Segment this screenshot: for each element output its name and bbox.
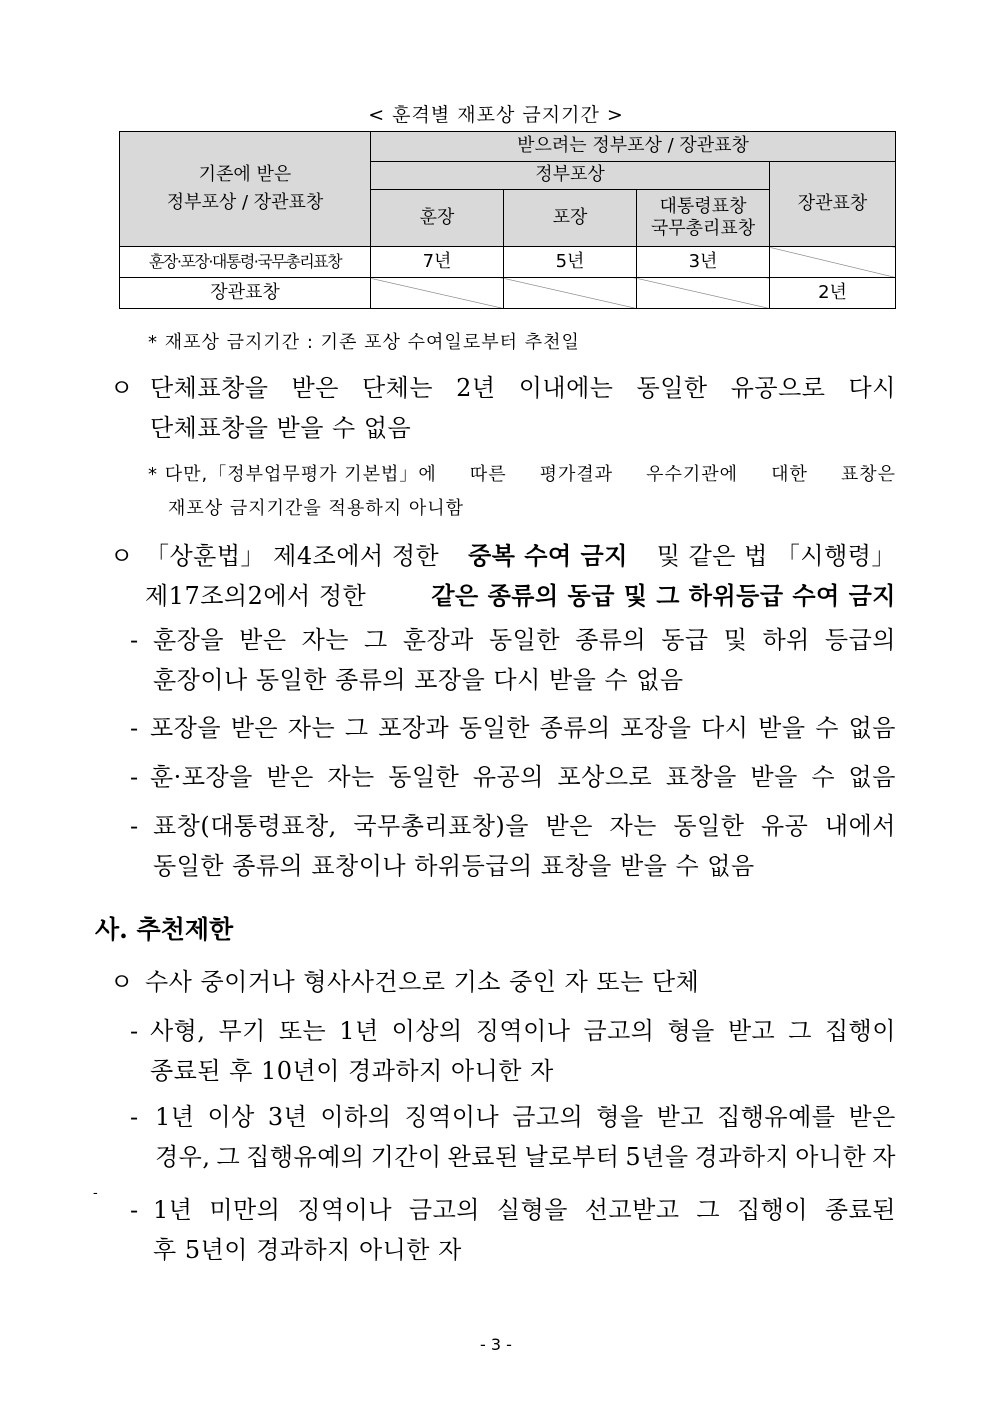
row2-minister-value: 2년	[770, 278, 896, 309]
bullet-circle: ㅇ	[110, 968, 134, 996]
paragraph-line: 단체표창을 받을 수 없음	[150, 414, 412, 442]
word: 수	[811, 763, 835, 791]
word: 금고의	[408, 1196, 480, 1224]
word: 자는	[609, 812, 657, 840]
header-existing-line2: 정부포상 / 장관표창	[166, 192, 324, 213]
header-president-line2: 국무총리표창	[650, 218, 756, 239]
word: 징역이나	[404, 1103, 500, 1131]
row2-label: 장관표창	[120, 278, 371, 309]
row1-hunjang-value: 7년	[371, 247, 504, 278]
word: 유공으로	[730, 374, 826, 402]
word: 다시	[848, 374, 896, 402]
word: 훈장과	[402, 626, 474, 654]
word: 동일한	[458, 714, 530, 742]
note-line	[148, 458, 896, 492]
dash-marker: -	[130, 1196, 139, 1224]
word: 포장을	[150, 714, 222, 742]
word: 이상의	[391, 1017, 463, 1045]
exception-note	[148, 458, 896, 526]
paragraph-line: 훈장이나 동일한 종류의 포장을 다시 받을 수 없음	[153, 666, 684, 694]
word: 받은	[545, 812, 593, 840]
word: 수	[815, 714, 839, 742]
word: 받을	[758, 714, 806, 742]
word: 포장을	[620, 714, 692, 742]
word: 그	[696, 1196, 721, 1224]
word: 받고	[727, 1017, 776, 1045]
word: 경과하지	[694, 1143, 790, 1171]
section-heading: 사. 추천제한	[95, 915, 234, 944]
word: 실형을	[496, 1196, 568, 1224]
row1-label: 훈장·포장·대통령·국무총리표창	[120, 247, 371, 278]
dash-marker: -	[130, 1017, 139, 1045]
word: 표창을	[665, 763, 737, 791]
bullet-circle: ㅇ	[110, 542, 134, 570]
header-president-line1: 대통령표창	[659, 195, 747, 217]
word: 자는	[287, 714, 336, 742]
word: 단체표창을	[150, 374, 269, 402]
word: 날로부터	[524, 1143, 620, 1171]
paragraph-line	[153, 806, 896, 846]
word: 훈·포장을	[150, 763, 253, 791]
bullet-circle: ㅇ	[110, 374, 134, 402]
word: 유공의	[472, 763, 544, 791]
paragraph-line	[155, 1137, 896, 1177]
word: 아니한	[795, 1143, 867, 1171]
header-receive: 받으려는 정부포상 / 장관표창	[371, 132, 896, 162]
ban-period-note: * 재포상 금지기간 : 기존 포상 수여일로부터 추천일	[148, 332, 580, 353]
word: 무기	[218, 1017, 266, 1045]
word: 선고받고	[584, 1196, 680, 1224]
word: 유공	[760, 812, 809, 840]
dash-item	[153, 1190, 896, 1270]
dash-item	[150, 708, 896, 748]
restriction-paragraph	[145, 962, 896, 1002]
word: 금고의	[512, 1103, 584, 1131]
row1-pojang-value: 5년	[504, 247, 637, 278]
dash-item	[153, 620, 896, 700]
word: 포상으로	[557, 763, 653, 791]
paragraph-line: 동일한 종류의 표창이나 하위등급의 표창을 받을 수 없음	[153, 852, 755, 880]
page-number: - 3 -	[480, 1335, 512, 1354]
header-pojang: 포장	[504, 190, 637, 247]
header-gov: 정부포상	[371, 162, 770, 190]
word: 집행이	[736, 1196, 809, 1224]
paragraph-line	[145, 536, 896, 576]
header-existing-line1: 기존에 받은	[198, 163, 292, 185]
word: 1년	[155, 1103, 195, 1131]
word: 이내에는	[518, 374, 614, 402]
word: 및	[723, 626, 748, 654]
paragraph-line	[155, 1097, 896, 1137]
row1-president-value: 3년	[637, 247, 770, 278]
word: 표창은	[840, 464, 896, 485]
dash-item	[153, 806, 896, 886]
word: 미만의	[209, 1196, 281, 1224]
header-president	[637, 190, 770, 247]
word: 이하의	[320, 1103, 392, 1131]
word: 다시	[701, 714, 749, 742]
word: 종류의	[575, 626, 647, 654]
word: 집행유예의	[246, 1143, 365, 1171]
word: 3년	[267, 1103, 308, 1131]
table-caption: < 훈격별 재포상 금지기간 >	[368, 104, 624, 126]
text-span: 및 같은 법 「시행령」	[656, 542, 896, 570]
word: 집행이	[824, 1017, 896, 1045]
word: 종료된	[824, 1196, 896, 1224]
word: 따른	[469, 464, 507, 485]
paragraph-line	[153, 620, 896, 660]
word: 동급	[661, 626, 709, 654]
header-minister: 장관표창	[770, 162, 896, 247]
word: 받은	[291, 374, 339, 402]
paragraph-line: 후 5년이 경과하지 아니한 자	[153, 1236, 462, 1264]
text-span: 제17조의2에서 정한	[145, 582, 367, 610]
word: 금고의	[583, 1017, 655, 1045]
word: 받은	[266, 763, 314, 791]
word: 국무총리표창)을	[353, 812, 529, 840]
dash-item	[150, 757, 896, 797]
word: 자는	[327, 763, 375, 791]
word: 우수기관에	[646, 464, 739, 485]
paragraph-line: 수사 중이거나 형사사건으로 기소 중인 자 또는 단체	[145, 968, 700, 996]
word: 집행유예를	[717, 1103, 836, 1131]
word: 평가결과	[539, 464, 614, 485]
word: 자	[872, 1143, 896, 1171]
word: 없음	[848, 714, 896, 742]
word: 받은	[230, 714, 279, 742]
word: 자는	[301, 626, 349, 654]
row2-pojang-empty	[504, 278, 637, 309]
bold-span: 같은 종류의 동급 및 그 하위등급 수여 금지	[431, 581, 896, 610]
word: 동일한	[636, 374, 708, 402]
word: 형을	[667, 1017, 715, 1045]
text-span: 「상훈법」 제4조에서 정한	[145, 542, 440, 570]
word: 받은	[239, 626, 287, 654]
dash-marker: -	[130, 1103, 139, 1131]
paragraph-line	[150, 708, 896, 748]
word: 징역이나	[297, 1196, 393, 1224]
paragraph-line	[150, 1011, 896, 1051]
note-line: 재포상 금지기간을 적용하지 아니함	[168, 498, 464, 519]
word: 표창(대통령표창,	[153, 812, 337, 840]
word: 사형,	[150, 1017, 206, 1045]
word: 내에서	[824, 812, 896, 840]
word: 그	[344, 714, 369, 742]
word: 기간이	[370, 1143, 442, 1171]
word: 그	[788, 1017, 812, 1045]
word: 그	[216, 1143, 241, 1171]
duplicate-award-paragraph	[145, 536, 896, 616]
word: 완료된	[447, 1143, 519, 1171]
word: * 다만,「정부업무평가 기본법」에	[148, 464, 437, 485]
word: 경우,	[155, 1143, 211, 1171]
word: 2년	[456, 374, 496, 402]
dash-marker: -	[130, 714, 139, 742]
word: 또는	[278, 1017, 327, 1045]
word: 없음	[848, 763, 896, 791]
paragraph-line	[153, 1190, 896, 1230]
word: 5년을	[625, 1143, 689, 1171]
group-award-paragraph	[150, 368, 896, 448]
word: 그	[364, 626, 388, 654]
paragraph-line	[150, 368, 896, 408]
row2-president-empty	[637, 278, 770, 309]
word: 포장과	[378, 714, 450, 742]
row1-minister-empty	[770, 247, 896, 278]
word: 등급의	[824, 626, 896, 654]
word: 받을	[750, 763, 798, 791]
dash-item	[155, 1097, 896, 1177]
word: 하위	[762, 626, 810, 654]
dash-marker: -	[130, 812, 139, 840]
word: 동일한	[388, 763, 460, 791]
header-hunjang: 훈장	[371, 190, 504, 247]
word: 이상	[207, 1103, 255, 1131]
word: 형을	[596, 1103, 644, 1131]
paragraph-line: 종료된 후 10년이 경과하지 아니한 자	[150, 1057, 554, 1085]
bold-span: 중복 수여 금지	[468, 541, 628, 570]
row2-hunjang-empty	[371, 278, 504, 309]
paragraph-line	[150, 757, 896, 797]
margin-mark: -	[93, 1185, 98, 1201]
reward-ban-table	[119, 131, 896, 309]
word: 훈장을	[153, 626, 225, 654]
word: 1년	[153, 1196, 193, 1224]
word: 단체는	[361, 374, 434, 402]
word: 징역이나	[475, 1017, 571, 1045]
word: 동일한	[673, 812, 745, 840]
dash-marker: -	[130, 626, 139, 654]
word: 대한	[771, 464, 808, 485]
word: 동일한	[488, 626, 561, 654]
word: 받고	[656, 1103, 705, 1131]
dash-marker: -	[130, 763, 139, 791]
dash-item	[150, 1011, 896, 1091]
paragraph-line	[145, 576, 896, 616]
word: 1년	[339, 1017, 379, 1045]
word: 종류의	[539, 714, 611, 742]
word: 받은	[848, 1103, 896, 1131]
header-existing	[120, 132, 371, 247]
